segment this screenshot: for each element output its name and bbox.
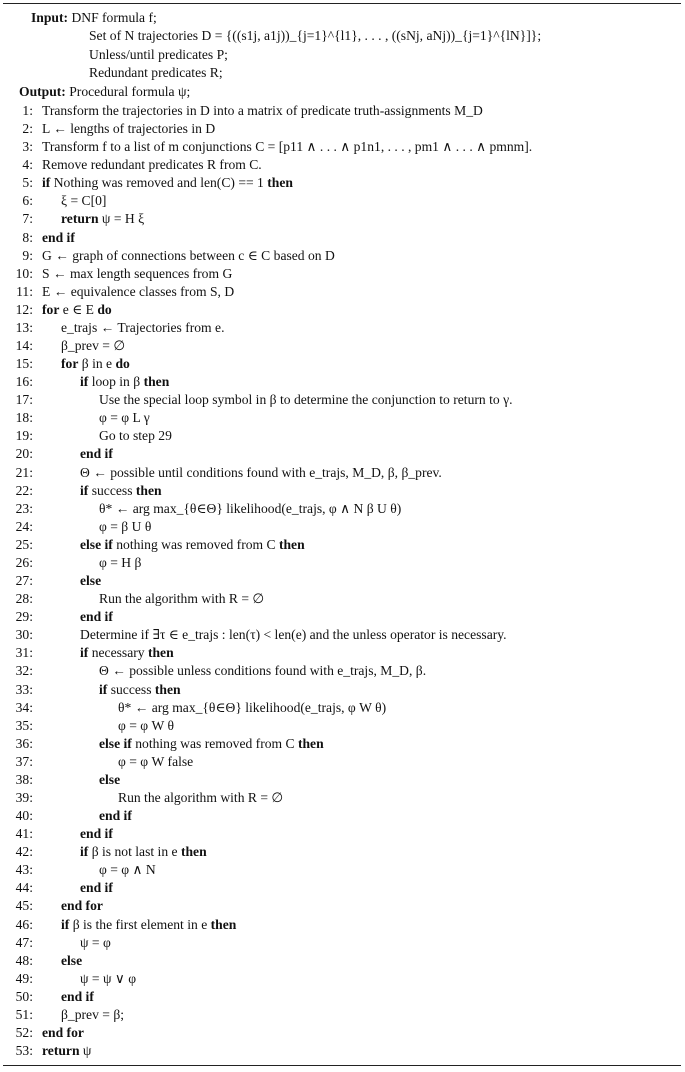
line-number: 20: [15,446,33,462]
algorithm-line [3,464,677,482]
line-code: E ← equivalence classes from S, D [42,283,235,299]
line-code: else [99,771,121,787]
line-number: 42: [15,844,33,860]
algorithm-line [3,952,677,970]
line-code: end if [80,609,113,625]
line-code: L ← lengths of trajectories in D [42,121,216,137]
line-code: end for [42,1024,84,1040]
line-number: 50: [15,988,33,1004]
line-code: end if [80,880,113,896]
algorithm-line [3,355,677,373]
line-number: 7: [22,211,33,227]
line-number: 33: [15,681,33,697]
line-number: 16: [15,374,33,390]
line-number: 4: [22,157,33,173]
line-number: 5: [22,175,33,191]
line-number: 46: [15,916,33,932]
algorithm-line [3,427,677,445]
input-label: Input: [31,10,69,25]
algorithm-box [3,3,681,1066]
algorithm-line [3,843,677,861]
line-code: end if [80,826,113,842]
algorithm-line [3,861,677,879]
algorithm-line [3,590,677,608]
algorithm-line [3,572,677,590]
line-code: β_prev = ∅ [61,338,126,354]
algorithm-line [3,482,677,500]
line-code: return ψ [42,1043,92,1059]
algorithm-line [3,1024,677,1042]
algorithm-line [3,265,677,283]
algorithm-line [3,988,677,1006]
line-code: if β is the first element in e then [61,916,237,932]
line-number: 13: [15,319,33,335]
line-number: 8: [22,229,33,245]
line-code: if success then [80,482,162,498]
line-code: φ = φ L γ [99,410,150,426]
line-number: 39: [15,789,33,805]
algorithm-line [3,229,677,247]
line-number: 37: [15,753,33,769]
algorithm-line [3,391,677,409]
line-number: 15: [15,356,33,372]
algorithm-line [3,156,677,174]
input-predicates: Unless/until predicates P; [89,46,228,62]
line-code: ξ = C[0] [61,193,107,209]
algorithm-steps [3,102,677,1060]
line-number: 19: [15,428,33,444]
algorithm-line [3,662,677,680]
algorithm-line [3,120,677,138]
line-number: 40: [15,808,33,824]
line-code: φ = φ W false [118,753,194,769]
output-text: Procedural formula ψ; [69,83,191,99]
line-code: if success then [99,681,181,697]
line-number: 51: [15,1006,33,1022]
algorithm-line [3,337,677,355]
line-number: 34: [15,699,33,715]
algorithm-line [3,771,677,789]
line-number: 49: [15,970,33,986]
input-formula: DNF formula f; [71,10,157,25]
line-number: 32: [15,663,33,679]
line-code: φ = φ W θ [118,717,175,733]
algorithm-line [3,879,677,897]
line-number: 3: [22,139,33,155]
output-label: Output: [19,83,66,99]
algorithm-line [3,717,677,735]
algorithm-line [3,681,677,699]
line-number: 30: [15,627,33,643]
line-number: 12: [15,301,33,317]
algorithm-line [3,409,677,427]
algorithm-line [3,247,677,265]
line-code: if Nothing was removed and len(C) == 1 then [42,175,293,191]
line-code: Transform the trajectories in D into a matrix of predicate truth-assignments M_D [42,103,483,118]
line-code: θ* ← arg max_{θ∈Θ} likelihood(e_trajs, φ W θ) [118,699,387,715]
line-code: S ← max length sequences from G [42,265,233,281]
algorithm-line [3,373,677,391]
line-code: end if [42,229,75,245]
algorithm-line [3,897,677,915]
line-number: 31: [15,645,33,661]
line-code: θ* ← arg max_{θ∈Θ} likelihood(e_trajs, φ ∧ N β U θ) [99,500,402,516]
line-number: 52: [15,1024,33,1040]
line-number: 23: [15,500,33,516]
line-number: 29: [15,609,33,625]
line-code: for β in e do [61,356,130,372]
line-code: G ← graph of connections between c ∈ C based on D [42,247,335,263]
line-code: Use the special loop symbol in β to determine the conjunction to return to γ. [99,392,513,408]
line-number: 44: [15,880,33,896]
algorithm-line [3,283,677,301]
line-code: return ψ = H ξ [61,211,145,227]
line-number: 25: [15,536,33,552]
line-number: 2: [22,121,33,137]
line-number: 11: [16,283,33,299]
line-code: Go to step 29 [99,428,172,444]
line-code: else if nothing was removed from C then [99,735,324,751]
line-number: 22: [15,482,33,498]
line-number: 53: [15,1043,33,1059]
algorithm-line [3,518,677,536]
algorithm-line [3,138,677,156]
line-code: Θ ← possible until conditions found with e_trajs, M_D, β, β_prev. [80,464,442,480]
algorithm-line [3,500,677,518]
line-code: else [80,573,102,589]
line-number: 36: [15,735,33,751]
line-number: 18: [15,410,33,426]
line-number: 27: [15,573,33,589]
line-number: 35: [15,717,33,733]
line-code: ψ = ψ ∨ φ [80,970,137,986]
line-code: else [61,952,83,968]
algorithm-line [3,102,677,120]
algorithm-line [3,536,677,554]
line-number: 28: [15,591,33,607]
line-code: if loop in β then [80,374,170,390]
line-code: ψ = φ [80,934,111,950]
algorithm-line [3,934,677,952]
algorithm-io [19,9,677,101]
line-number: 43: [15,862,33,878]
algorithm-line [3,916,677,934]
line-number: 47: [15,934,33,950]
algorithm-line [3,825,677,843]
line-number: 45: [15,898,33,914]
line-code: φ = φ ∧ N [99,862,156,878]
line-code: end if [61,988,94,1004]
algorithm-line [3,1042,677,1060]
line-code: Transform f to a list of m conjunctions C = [p11 ∧ . . . ∧ p1n1, . . . , pm1 ∧ . . . ∧ pmnm]. [42,139,533,155]
line-number: 1: [22,103,33,118]
algorithm-line [3,699,677,717]
line-number: 9: [22,247,33,263]
input-redundant: Redundant predicates R; [89,65,223,81]
algorithm-line [3,807,677,825]
input-line [31,9,677,27]
line-code: e_trajs ← Trajectories from e. [61,319,225,335]
algorithm-line [3,554,677,572]
line-code: Run the algorithm with R = ∅ [118,789,284,805]
line-number: 41: [15,826,33,842]
line-number: 38: [15,771,33,787]
line-code: else if nothing was removed from C then [80,536,305,552]
line-code: end if [80,446,113,462]
input-trajectories: Set of N trajectories D = {((s1j, a1j))_{j=1}^{l1}, . . . , ((sNj, aNj))_{j=1}^{lN}]}; [89,28,542,44]
algorithm-line [3,1006,677,1024]
line-code: end for [61,898,103,914]
algorithm-line [3,319,677,337]
line-code: if necessary then [80,645,174,661]
algorithm-line [3,753,677,771]
algorithm-line [3,970,677,988]
algorithm-line [3,608,677,626]
algorithm-line [3,301,677,319]
algorithm-line [3,174,677,192]
line-code: φ = H β [99,554,142,570]
line-code: β_prev = β; [61,1006,125,1022]
line-code: for e ∈ E do [42,301,112,317]
algorithm-line [3,789,677,807]
algorithm-line [3,192,677,210]
line-code: end if [99,808,132,824]
algorithm-line [3,626,677,644]
line-code: φ = β U θ [99,518,152,534]
line-number: 14: [15,338,33,354]
line-number: 10: [15,265,33,281]
algorithm-line [3,445,677,463]
line-number: 17: [15,392,33,408]
line-number: 21: [15,464,33,480]
line-number: 26: [15,554,33,570]
line-code: Remove redundant predicates R from C. [42,157,262,173]
line-code: Determine if ∃τ ∈ e_trajs : len(τ) < len(e) and the unless operator is necessary. [80,627,507,643]
algorithm-line [3,644,677,662]
output-line [19,83,677,101]
line-number: 24: [15,518,33,534]
line-code: Θ ← possible unless conditions found with e_trajs, M_D, β. [99,663,427,679]
algorithm-line [3,735,677,753]
algorithm-line [3,210,677,228]
line-code: Run the algorithm with R = ∅ [99,591,265,607]
line-number: 48: [15,952,33,968]
line-number: 6: [22,193,33,209]
line-code: if β is not last in e then [80,844,207,860]
